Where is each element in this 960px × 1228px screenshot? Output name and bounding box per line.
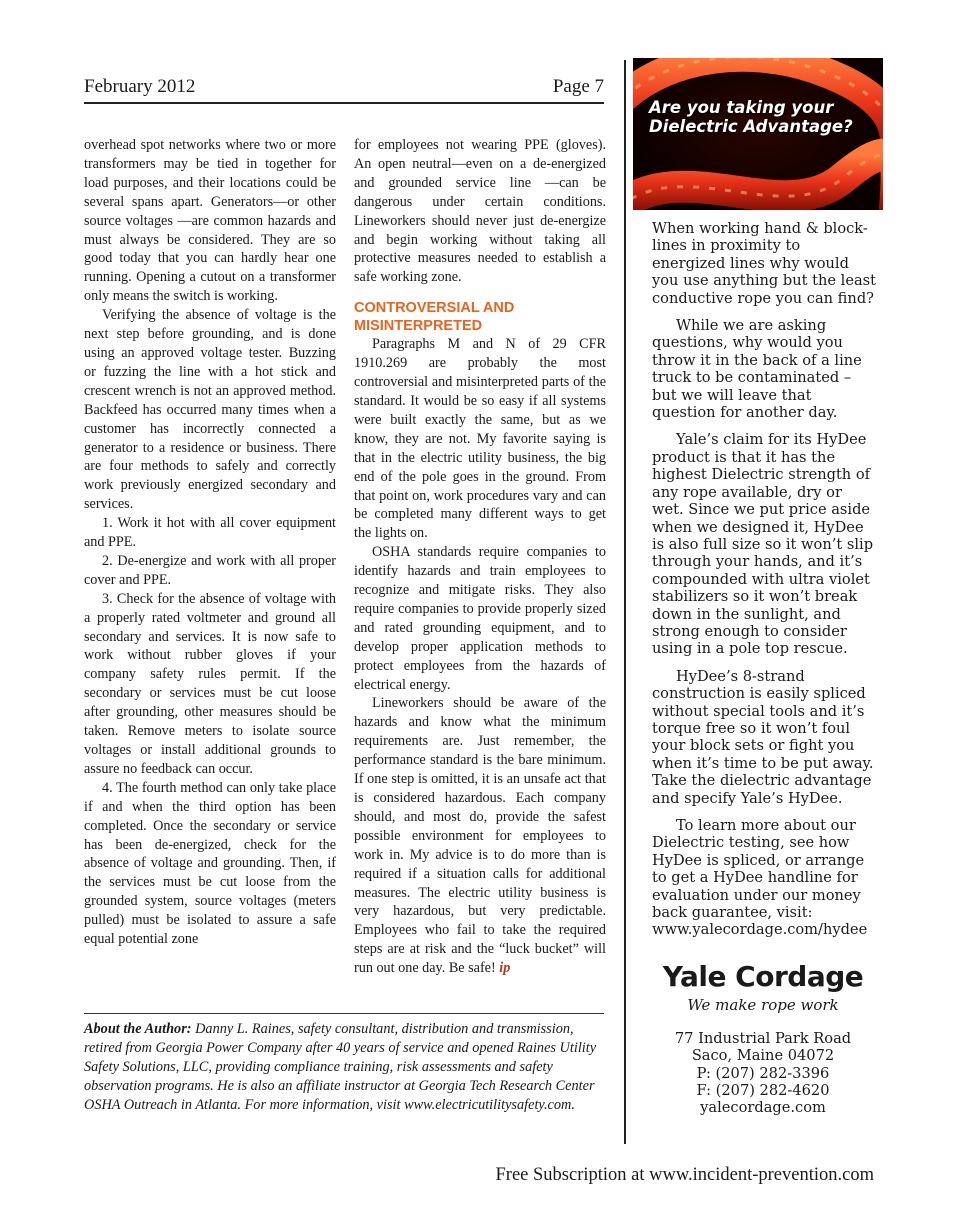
article-text: Lineworkers should be aware of the hazards and know what the minimum requirements are. Just remember, the performance standard is the bare minimum. If one step is omitted, it is an unsafe act that is considered hazardous. Each company should, and most do, provide the safest possible environment for employees to work in. My advice is to do more than is required if a situation calls for additional measures. The electric utility business is very hazardous, but very predictable. Employees who fail to take the required steps are at risk and the “luck bucket” will run out one day. Be safe! — [354, 695, 606, 977]
address-city: Saco, Maine 04072 — [691, 1047, 835, 1065]
section-subhead: CONTROVERSIAL AND MISINTERPRETED — [354, 300, 515, 335]
address-phone: P: (207) 282-3396 — [696, 1064, 830, 1082]
method-item-1: 1. Work it hot with all cover equipment and PPE. — [84, 515, 336, 551]
brand-tagline: We make rope work — [687, 996, 839, 1014]
column-divider — [624, 60, 626, 1144]
article-paragraph: Verifying the absence of voltage is the next step before grounding, and is done using an approved voltage tester. Buzzing or fuzzing the line with a hot stick and crescent wrench is not an approved method. Backfeed has occurred many times when a customer has incorrectly connected a generator to a residence or business. There are four methods to safely and correctly work previously energized secondary and services. — [84, 307, 336, 513]
page-footer: Free Subscription at www.incident-prevention.com — [495, 1165, 874, 1185]
author-divider — [84, 1013, 604, 1014]
article-paragraph: Paragraphs M and N of 29 CFR 1910.269 are probably the most controversial and misinterpreted parts of the standard. It would be so easy if all systems were built exactly the same, but as we know, they are not. My favorite saying is that in the electric utility business, the big end of the pole goes in the ground. From that point on, work procedures vary and can be completed many different ways to get the lights on. — [354, 336, 606, 542]
ad-headline — [649, 98, 883, 136]
article-paragraph: OSHA standards require companies to identify hazards and train employees to recognize and mitigate risks. They also require companies to provide properly sized and rated grounding equipment, and to develop proper application methods to protect employees from the hazards of electrical energy. — [354, 544, 606, 693]
ad-paragraph: Yale’s claim for its HyDee product is that it has the highest Dielectric strength of any rope available, dry or wet. Since we put price aside when we designed it, HyDee is also full size so it won’t slip through your hands, and it’s compounded with ultra violet stabilizers so it won’t break down in the sunlight, and strong enough to consider using in a pole top rescue. — [652, 431, 874, 658]
article-paragraph: for employees not wearing PPE (gloves). An open neutral—even on a de-energized and grounded service line —can be dangerous under certain conditions. Lineworkers should never just de-energize and begin working without taking all protective measures needed to establish a safe working zone. — [354, 137, 606, 286]
ad-body — [652, 220, 878, 949]
signoff-mark: ip — [499, 960, 511, 977]
method-item-3: 3. Check for the absence of voltage with a properly rated voltmeter and ground all secondary and services. It is now safe to work without rubber gloves if your company safety rules permit. If the secondary or services must be cut loose after grounding, other measures should be taken. Remove meters to isolate source voltages or install additional grounds to assure no feedback can occur. — [84, 590, 336, 777]
page-header — [84, 76, 604, 104]
issue-date: February 2012 — [84, 76, 196, 97]
article-paragraph: overhead spot networks where two or more transformers may be tied in together for load purposes, and their locations could be several spans apart. Generators—or other source voltages —are common hazards and must always be considered. They are so good today that you can hardly hear one running. Opening a cutout on a transformer only means the switch is working. — [84, 137, 336, 305]
ad-paragraph: To learn more about our Dielectric testing, see how HyDee is spliced, or arrange to get a HyDee handline for evaluation under our money back guarantee, visit: www.yalecordage.com/hydee — [652, 817, 868, 939]
article-column-right — [354, 136, 606, 978]
ad-headline-line: Dielectric Advantage? — [649, 117, 853, 136]
red-rope-photo-icon — [633, 58, 883, 210]
ad-paragraph: When working hand & block-lines in proximity to energized lines why would you use anything but the least conductive rope you can find? — [652, 220, 877, 307]
method-item-4: 4. The fourth method can only take place if and when the third option has been completed. Once the secondary or service has been de-energized, check for the absence of voltage and grounding. Then, if the services must be cut loose from the grounded system, source voltages (meters pulled) must be isolated to assure a safe equal potential zone — [84, 779, 336, 948]
contact-address — [640, 1030, 886, 1116]
page-number: Page 7 — [552, 76, 604, 97]
author-text: Danny L. Raines, safety consultant, distribution and transmission, retired from Georgia Power Company after 40 years of service and opened Raines Utility Safety Solutions, LLC, providing compliance training, risk assessments and safety observation programs. He is also an affiliate instructor at Georgia Tech Research Center OSHA Outreach in Atlanta. For more information, visit www.electricutilitysafety.com. — [84, 1021, 597, 1114]
ad-paragraph: HyDee’s 8-strand construction is easily spliced without special tools and it’s torque free so it won’t foul your block sets or fight you when it’s time to be put away. Take the dielectric advantage and specify Yale’s HyDee. — [652, 667, 874, 807]
author-label: About the Author: — [84, 1021, 192, 1037]
address-fax: F: (207) 282-4620 — [696, 1081, 830, 1099]
ad-paragraph: While we are asking questions, why would you throw it in the back of a line truck to be contaminated – but we will leave that question for another day. — [652, 317, 862, 422]
method-item-2: 2. De-energize and work with all proper cover and PPE. — [84, 552, 336, 588]
article-column-left — [84, 136, 336, 949]
brand-logo: Yale Cordage — [662, 960, 864, 993]
ad-headline-line: Are you taking your — [649, 98, 834, 117]
address-web: yalecordage.com — [700, 1099, 826, 1117]
author-bio — [84, 1020, 604, 1115]
article-paragraph-final — [354, 694, 606, 978]
address-street: 77 Industrial Park Road — [674, 1030, 852, 1047]
